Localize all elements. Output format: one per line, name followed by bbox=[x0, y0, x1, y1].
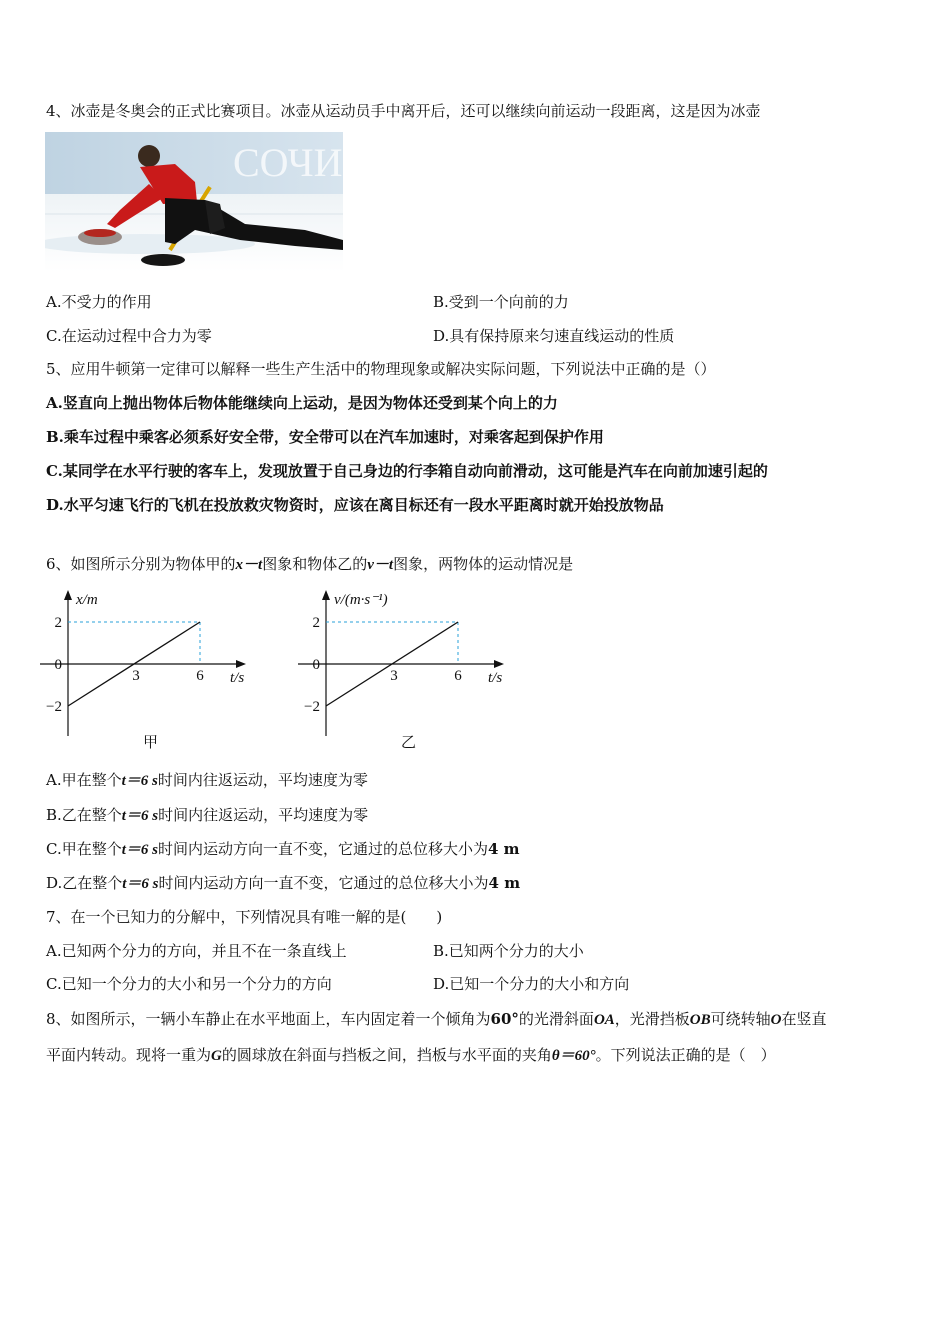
q6-c-t: t＝6 s bbox=[121, 842, 158, 858]
graph-yi-x-arrow bbox=[494, 660, 504, 668]
q7-option-c: C.已知一个分力的大小和另一个分力的方向 bbox=[46, 975, 332, 993]
q8-l2-a: 平面内转动。现将一重为 bbox=[46, 1046, 212, 1064]
q8-l1-angle: 60° bbox=[490, 1010, 519, 1028]
q6-a-post: 时间内往返运动，平均速度为零 bbox=[157, 771, 368, 789]
graph-jia-y-axis-label: x/m bbox=[76, 592, 98, 608]
q8-l1-o: O bbox=[770, 1012, 782, 1028]
curling-photo bbox=[45, 132, 343, 272]
q6-option-d bbox=[46, 873, 520, 894]
q6-b-post: 时间内往返运动，平均速度为零 bbox=[158, 806, 369, 824]
q5-stem: 5、应用牛顿第一定律可以解释一些生产生活中的物理现象或解决实际问题，下列说法中正确的是（） bbox=[46, 360, 716, 378]
graph-yi-x-tick-label: 3 bbox=[390, 668, 398, 684]
q8-l2-g: G bbox=[211, 1048, 222, 1064]
q5-option-a: A.竖直向上抛出物体后物体能继续向上运动，是因为物体还受到某个向上的力 bbox=[46, 394, 558, 412]
graph-yi-y-tick-label: 2 bbox=[312, 615, 320, 631]
graph-yi bbox=[298, 584, 528, 744]
q8-l2-b: 的圆球放在斜面与挡板之间，挡板与水平面的夹角 bbox=[221, 1046, 552, 1064]
q6-b-t: t＝6 s bbox=[121, 808, 159, 824]
q4-option-d: D.具有保持原来匀速直线运动的性质 bbox=[433, 327, 675, 345]
q6-option-a bbox=[46, 770, 368, 791]
q6-stem-mid: 图象和物体乙的 bbox=[262, 555, 368, 573]
q6-d-post: 时间内运动方向一直不变，它通过的总位移大小为 bbox=[158, 874, 489, 892]
q6-stem-xt: x－t bbox=[235, 557, 263, 573]
q8-line-2 bbox=[46, 1045, 776, 1066]
q5-option-d: D.水平匀速飞行的飞机在投放救灾物资时，应该在离目标还有一段水平距离时就开始投放物品 bbox=[46, 496, 664, 514]
q6-d-t: t＝6 s bbox=[122, 876, 159, 892]
q8-l1-e: 在竖直 bbox=[781, 1010, 827, 1028]
q8-l1-b: 的光滑斜面 bbox=[518, 1010, 594, 1028]
q6-option-c bbox=[46, 839, 520, 860]
q8-l1-ob: OB bbox=[689, 1012, 711, 1028]
q5-option-b: B.乘车过程中乘客必须系好安全带，安全带可以在汽车加速时，对乘客起到保护作用 bbox=[46, 428, 604, 446]
graph-yi-caption: 乙 bbox=[401, 733, 417, 751]
q6-option-b bbox=[46, 805, 368, 826]
q7-option-a: A.已知两个分力的方向，并且不在一条直线上 bbox=[46, 942, 347, 960]
graph-yi-x-tick-label: 6 bbox=[454, 668, 462, 684]
q4-option-a: A.不受力的作用 bbox=[46, 293, 152, 311]
q8-l1-a: 8、如图所示，一辆小车静止在水平地面上，车内固定着一个倾角为 bbox=[46, 1010, 491, 1028]
graph-jia-y-tick-label: 0 bbox=[54, 657, 62, 673]
graph-jia-caption: 甲 bbox=[143, 733, 159, 751]
q6-stem-post: 图象，两物体的运动情况是 bbox=[393, 555, 574, 573]
graph-yi-x-axis-label: t/s bbox=[488, 670, 503, 686]
graph-yi-y-arrow bbox=[322, 590, 330, 600]
q8-l1-oa: OA bbox=[593, 1012, 615, 1028]
graph-jia-x-arrow bbox=[236, 660, 246, 668]
q6-stem-pre: 6、如图所示分别为物体甲的 bbox=[46, 555, 236, 573]
q6-d-pre: D.乙在整个 bbox=[46, 874, 123, 892]
graph-yi-y-tick-label: −2 bbox=[304, 699, 320, 715]
q7-stem: 7、在一个已知力的分解中，下列情况具有唯一解的是( ) bbox=[46, 908, 443, 926]
q5-option-c: C.某同学在水平行驶的客车上，发现放置于自己身边的行李箱自动向前滑动，这可能是汽车在向前加速引起的 bbox=[46, 462, 768, 480]
photo-banner-text: СОЧИ bbox=[233, 140, 343, 185]
q6-c-post: 时间内运动方向一直不变，它通过的总位移大小为 bbox=[157, 840, 488, 858]
q4-option-c: C.在运动过程中合力为零 bbox=[46, 327, 212, 345]
graph-jia-x-axis-label: t/s bbox=[230, 670, 245, 686]
q6-a-pre: A.甲在整个 bbox=[46, 771, 122, 789]
graph-yi-y-tick-label: 0 bbox=[312, 657, 320, 673]
q6-stem-vt: v－t bbox=[367, 557, 394, 573]
curling-photo-drawing bbox=[45, 132, 343, 272]
q6-c-disp: 4 m bbox=[488, 840, 520, 858]
q8-line-1 bbox=[46, 1009, 827, 1030]
graph-jia-y-arrow bbox=[64, 590, 72, 600]
q4-stem: 4、冰壶是冬奥会的正式比赛项目。冰壶从运动员手中离开后，还可以继续向前运动一段距离，这是因为冰壶 bbox=[46, 102, 761, 120]
q6-d-disp: 4 m bbox=[488, 874, 521, 892]
q6-stem bbox=[46, 554, 573, 575]
q8-l2-theta: θ＝60° bbox=[551, 1048, 596, 1064]
graph-jia-y-tick-label: −2 bbox=[46, 699, 62, 715]
q6-a-t: t＝6 s bbox=[121, 773, 158, 789]
graph-jia bbox=[40, 584, 270, 744]
q4-option-b: B.受到一个向前的力 bbox=[433, 293, 569, 311]
graph-jia-x-tick-label: 6 bbox=[196, 668, 204, 684]
q8-l2-c: 。下列说法正确的是（ ） bbox=[595, 1046, 776, 1064]
graph-jia-y-tick-label: 2 bbox=[54, 615, 62, 631]
q6-b-pre: B.乙在整个 bbox=[46, 806, 122, 824]
q6-c-pre: C.甲在整个 bbox=[46, 840, 122, 858]
q8-l1-c: ，光滑挡板 bbox=[614, 1010, 690, 1028]
graph-jia-x-tick-label: 3 bbox=[132, 668, 140, 684]
q7-option-b: B.已知两个分力的大小 bbox=[433, 942, 584, 960]
q7-option-d: D.已知一个分力的大小和方向 bbox=[433, 975, 630, 993]
q8-l1-d: 可绕转轴 bbox=[710, 1010, 771, 1028]
graph-yi-y-axis-label: v/(m·s⁻¹) bbox=[334, 592, 388, 608]
